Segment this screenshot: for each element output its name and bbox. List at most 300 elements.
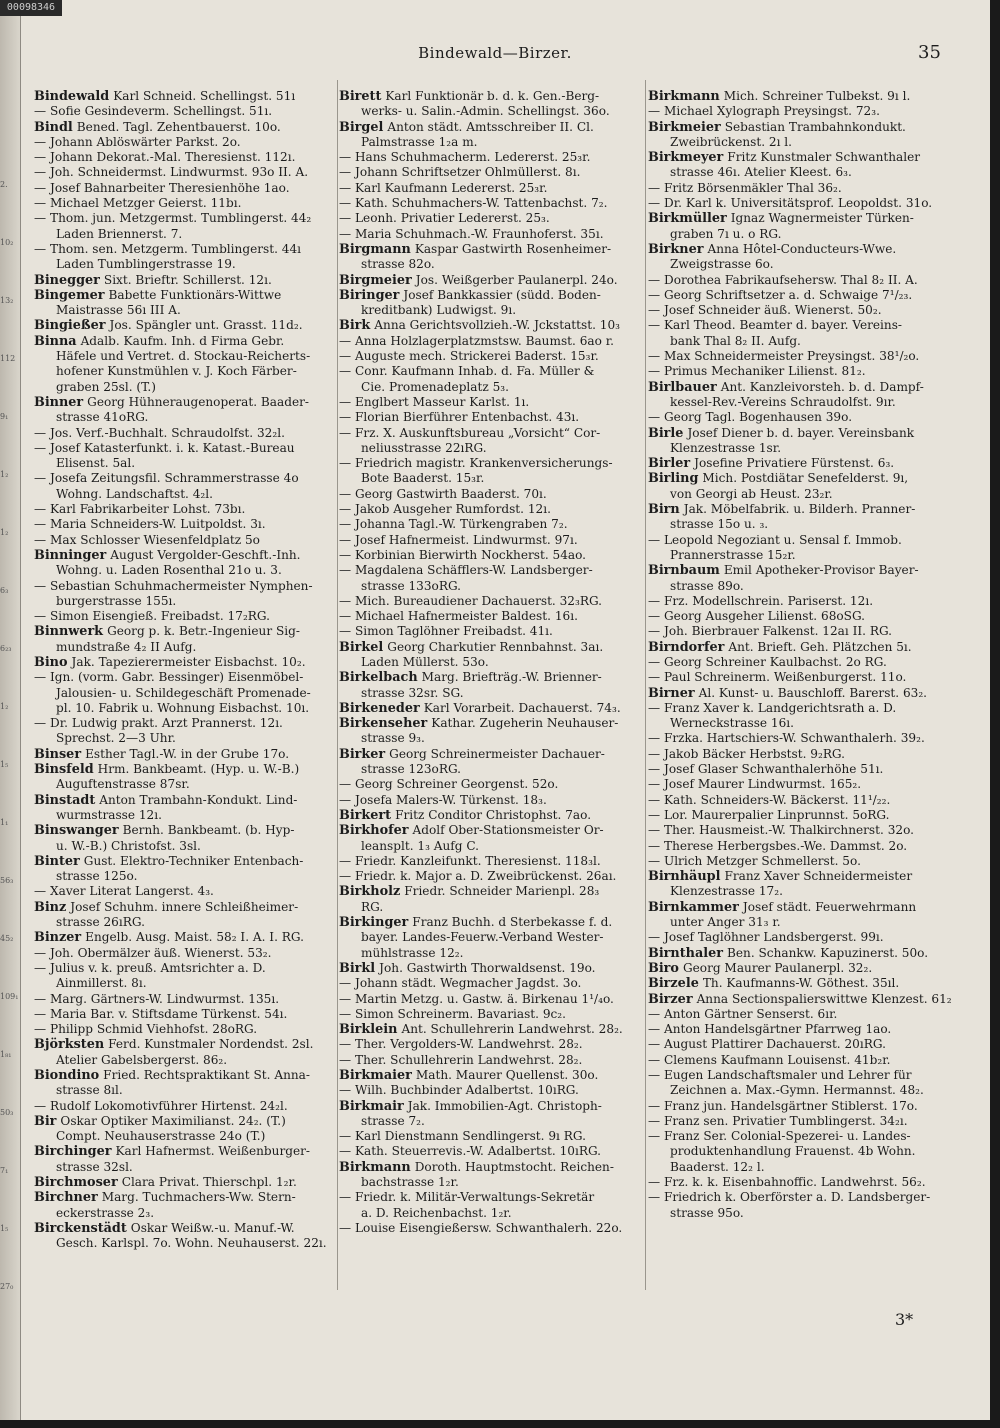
entry-text: kessel-Rev.-Vereins Schraudolfst. 9ır. xyxy=(670,394,896,409)
directory-entry xyxy=(648,349,960,364)
repeat-dash: — xyxy=(34,945,47,960)
directory-entry xyxy=(339,150,642,165)
entry-text: Jos. Verf.-Buchhalt. Schraudolfst. 32₂l. xyxy=(50,425,285,440)
directory-entry xyxy=(648,120,960,151)
directory-entry xyxy=(648,731,960,746)
edge-fragment: 45₂ xyxy=(0,934,14,943)
entry-surname: Birkinger xyxy=(339,915,409,931)
repeat-dash: — xyxy=(339,991,352,1006)
directory-entry xyxy=(34,288,334,319)
directory-entry xyxy=(339,1053,642,1068)
entry-text: Engelb. Ausg. Maist. 58₂ I. A. I. RG. xyxy=(85,930,304,945)
directory-entry xyxy=(648,747,960,762)
directory-entry xyxy=(339,1160,642,1191)
directory-entry xyxy=(34,1114,334,1145)
entry-surname: Birn xyxy=(648,502,680,518)
entry-text: Friedrich k. Oberförster a. D. Landsberger- xyxy=(664,1190,931,1205)
entry-text: Kaspar Gastwirth Rosenheimer- xyxy=(414,241,612,256)
directory-entry xyxy=(339,1099,642,1130)
repeat-dash: — xyxy=(648,838,661,853)
edge-fragment: 27₀ xyxy=(0,1282,14,1291)
entry-surname: Binzer xyxy=(34,930,82,946)
repeat-dash: — xyxy=(339,777,352,792)
entry-surname: Birkmeier xyxy=(648,119,721,135)
directory-entry xyxy=(34,624,334,655)
directory-entry xyxy=(34,242,334,273)
entry-text: Lor. Maurerpalier Linprunnst. 5oRG. xyxy=(664,807,890,822)
entry-text: Simon Taglöhner Freibadst. 41ı. xyxy=(355,624,553,639)
repeat-dash: — xyxy=(339,624,352,639)
entry-surname: Birkmann xyxy=(648,89,720,104)
repeat-dash: — xyxy=(339,1129,352,1144)
entry-text: strasse 125o. xyxy=(56,869,138,884)
entry-text: strasse 82o. xyxy=(361,257,435,272)
directory-entry xyxy=(34,609,334,624)
edge-fragment: 1₅ xyxy=(0,760,9,769)
entry-text: graben 7ı u. o RG. xyxy=(670,226,782,241)
repeat-dash: — xyxy=(648,792,661,807)
repeat-dash: — xyxy=(648,731,661,746)
entry-text: strasse 8ıl. xyxy=(56,1083,123,1098)
directory-entry xyxy=(339,992,642,1007)
entry-text: Sprechst. 2—3 Uhr. xyxy=(56,731,176,746)
entry-surname: Birkenseher xyxy=(339,716,428,732)
entry-surname: Birkel xyxy=(339,639,384,655)
repeat-dash: — xyxy=(648,1052,661,1067)
directory-entry xyxy=(34,196,334,211)
entry-surname: Binna xyxy=(34,333,77,349)
entry-text: Laden Tumblingerstrasse 19. xyxy=(56,257,236,272)
directory-entry xyxy=(34,135,334,150)
edge-fragment: 109₁ xyxy=(0,992,19,1001)
entry-surname: Binsfeld xyxy=(34,762,94,778)
repeat-dash: — xyxy=(339,1144,352,1159)
entry-text: Georg Maurer Paulanerpl. 32₂. xyxy=(682,960,873,975)
entry-text: Math. Maurer Quellenst. 30o. xyxy=(415,1068,599,1082)
entry-text: Paul Schreinerm. Weißenburgerst. 11o. xyxy=(664,670,907,685)
repeat-dash: — xyxy=(34,104,47,119)
repeat-dash: — xyxy=(339,532,352,547)
directory-entry xyxy=(648,1190,960,1221)
entry-text: Georg Schreiner Georgenst. 52o. xyxy=(355,777,559,792)
directory-entry xyxy=(648,380,960,411)
directory-entry xyxy=(648,609,960,624)
entry-text: Dorothea Fabrikaufsehersw. Thal 8₂ II. A. xyxy=(664,272,918,287)
repeat-dash: — xyxy=(648,670,661,685)
entry-text: Sofie Gesindeverm. Schellingst. 51ı. xyxy=(50,104,273,119)
directory-entry xyxy=(34,211,334,242)
repeat-dash: — xyxy=(339,593,352,608)
entry-text: Franz Xaver Schneidermeister xyxy=(724,869,913,884)
entry-surname: Birkmaier xyxy=(339,1068,412,1083)
entry-text: Friedrich magistr. Krankenversicherungs- xyxy=(355,456,613,471)
entry-text: Florian Bierführer Entenbachst. 43ı. xyxy=(355,410,580,425)
directory-entry xyxy=(339,533,642,548)
entry-text: August Plattirer Dachauerst. 20ıRG. xyxy=(664,1037,886,1052)
entry-surname: Birkhofer xyxy=(339,823,409,839)
entry-text: Klenzestrasse 17₂. xyxy=(670,884,783,899)
entry-text: Mich. Postdiätar Senefelderst. 9ı, xyxy=(702,471,909,486)
repeat-dash: — xyxy=(339,1052,352,1067)
entry-text: Doroth. Hauptmstocht. Reichen- xyxy=(414,1159,614,1174)
entry-text: Georg Schreinermeister Dachauer- xyxy=(389,746,605,761)
entry-text: Georg Gastwirth Baaderst. 70ı. xyxy=(355,486,547,501)
entry-text: Sixt. Brieftr. Schillerst. 12ı. xyxy=(103,272,272,287)
repeat-dash: — xyxy=(339,853,352,868)
directory-entry xyxy=(339,609,642,624)
directory-entry xyxy=(339,1190,642,1221)
directory-entry xyxy=(339,334,642,349)
repeat-dash: — xyxy=(339,517,352,532)
repeat-dash: — xyxy=(339,196,352,211)
directory-entry xyxy=(648,762,960,777)
directory-entry xyxy=(648,808,960,823)
entry-text: Zweigstrasse 6o. xyxy=(670,257,774,272)
repeat-dash: — xyxy=(648,930,661,945)
entry-surname: Binstadt xyxy=(34,792,96,808)
directory-entry xyxy=(34,273,334,288)
directory-entry xyxy=(339,869,642,884)
repeat-dash: — xyxy=(34,960,47,975)
entry-text: Johann Dekorat.-Mal. Theresienst. 112ı. xyxy=(50,150,296,165)
directory-entry xyxy=(34,426,334,441)
edge-fragment: 1₂ xyxy=(0,702,9,711)
directory-entry xyxy=(648,869,960,900)
entry-text: Johann Schriftsetzer Ohlmüllerst. 8ı. xyxy=(355,165,581,180)
entry-surname: Bir xyxy=(34,1113,57,1129)
directory-entry xyxy=(648,1053,960,1068)
directory-entry xyxy=(339,349,642,364)
repeat-dash: — xyxy=(648,593,661,608)
entry-text: Michael Metzger Geierst. 11bı. xyxy=(50,196,242,211)
repeat-dash: — xyxy=(648,746,661,761)
entry-surname: Biringer xyxy=(339,287,400,303)
entry-surname: Binegger xyxy=(34,272,100,288)
entry-text: Anton Gärtner Senserst. 6ır. xyxy=(664,1006,838,1021)
repeat-dash: — xyxy=(339,486,352,501)
directory-entry xyxy=(648,594,960,609)
entry-text: Jalousien- u. Schildegeschäft Promenade- xyxy=(56,685,311,700)
entry-text: Georg Tagl. Bogenhausen 39o. xyxy=(664,410,853,425)
directory-entry xyxy=(34,793,334,824)
directory-entry xyxy=(648,196,960,211)
entry-surname: Binninger xyxy=(34,547,107,563)
directory-entry xyxy=(339,120,642,151)
entry-text: Frz. k. k. Eisenbahnoffic. Landwehrst. 56₂. xyxy=(664,1175,926,1190)
signature-mark: 3* xyxy=(895,1310,914,1329)
entry-text: Josef Diener b. d. bayer. Vereinsbank xyxy=(687,425,915,440)
repeat-dash: — xyxy=(339,1220,352,1235)
entry-text: Werneckstrasse 16ı. xyxy=(670,716,795,731)
directory-entry xyxy=(34,1007,334,1022)
repeat-dash: — xyxy=(339,180,352,195)
directory-entry xyxy=(648,364,960,379)
entry-text: Mich. Bureaudiener Dachauerst. 32₃RG. xyxy=(355,593,603,608)
entry-text: Laden Briennerst. 7. xyxy=(56,226,183,241)
repeat-dash: — xyxy=(34,991,47,1006)
directory-entry xyxy=(339,181,642,196)
repeat-dash: — xyxy=(648,762,661,777)
directory-column-1 xyxy=(34,89,334,1309)
entry-text: Prannerstrasse 15₂r. xyxy=(670,547,796,562)
repeat-dash: — xyxy=(648,609,661,624)
column-rule xyxy=(645,80,646,1290)
entry-text: Thom. sen. Metzgerm. Tumblingerst. 44ı xyxy=(50,241,302,256)
repeat-dash: — xyxy=(34,211,47,226)
entry-text: Mich. Schreiner Tulbekst. 9ı l. xyxy=(723,89,911,103)
directory-entry xyxy=(648,930,960,945)
entry-text: strasse 95o. xyxy=(670,1205,744,1220)
directory-entry xyxy=(648,410,960,425)
repeat-dash: — xyxy=(339,609,352,624)
repeat-dash: — xyxy=(34,517,47,532)
edge-fragment: 10₂ xyxy=(0,238,14,247)
directory-entry xyxy=(648,624,960,639)
directory-entry xyxy=(339,1083,642,1098)
entry-text: strasse 7₂. xyxy=(361,1113,425,1128)
entry-surname: Binswanger xyxy=(34,823,119,839)
entry-text: Oskar Weißw.-u. Manuf.-W. xyxy=(130,1220,295,1235)
directory-entry xyxy=(339,670,642,701)
directory-entry xyxy=(339,548,642,563)
directory-entry xyxy=(34,441,334,472)
directory-entry xyxy=(339,640,642,671)
directory-entry xyxy=(648,303,960,318)
directory-entry xyxy=(339,1221,642,1236)
repeat-dash: — xyxy=(339,456,352,471)
entry-surname: Birkmüller xyxy=(648,211,727,227)
directory-entry xyxy=(648,686,960,701)
repeat-dash: — xyxy=(648,823,661,838)
directory-entry xyxy=(648,1007,960,1022)
directory-entry xyxy=(648,533,960,564)
entry-text: strasse 15o u. ₃. xyxy=(670,517,769,532)
repeat-dash: — xyxy=(34,502,47,517)
entry-surname: Birchinger xyxy=(34,1144,112,1160)
entry-text: Ther. Vergolders-W. Landwehrst. 28₂. xyxy=(355,1037,583,1052)
entry-text: Karl Schneid. Schellingst. 51ı xyxy=(113,89,296,103)
previous-page-edge xyxy=(0,0,21,1420)
entry-text: Clemens Kaufmann Louisenst. 41b₂r. xyxy=(664,1052,891,1067)
entry-text: Max Schlosser Wiesenfeldplatz 5o xyxy=(50,532,260,547)
repeat-dash: — xyxy=(648,624,661,639)
entry-text: produktenhandlung Frauenst. 4b Wohn. xyxy=(670,1144,916,1159)
entry-text: Josef Maurer Lindwurmst. 165₂. xyxy=(664,777,862,792)
entry-text: Marg. Gärtners-W. Lindwurmst. 135ı. xyxy=(50,991,280,1006)
entry-text: Fried. Rechtspraktikant St. Anna- xyxy=(103,1068,310,1082)
directory-entry xyxy=(648,89,960,104)
repeat-dash: — xyxy=(34,884,47,899)
repeat-dash: — xyxy=(34,134,47,149)
repeat-dash: — xyxy=(34,670,47,685)
repeat-dash: — xyxy=(648,303,661,318)
entry-text: Josef Schuhm. innere Schleißheimer- xyxy=(70,899,299,914)
entry-text: Korbinian Bierwirth Nockherst. 54ao. xyxy=(355,547,587,562)
repeat-dash: — xyxy=(34,532,47,547)
entry-text: bank Thal 8₂ II. Aufg. xyxy=(670,333,801,348)
directory-entry xyxy=(648,961,960,976)
entry-text: Louise Eisengießersw. Schwanthalerh. 22o. xyxy=(355,1220,623,1235)
directory-entry xyxy=(339,1144,642,1159)
directory-entry xyxy=(34,318,334,333)
entry-text: Atelier Gabelsbergerst. 86₂. xyxy=(56,1052,228,1067)
entry-surname: Binz xyxy=(34,899,67,915)
entry-text: Fritz Conditor Christophst. 7ao. xyxy=(395,807,592,822)
repeat-dash: — xyxy=(339,364,352,379)
repeat-dash: — xyxy=(648,364,661,379)
entry-surname: Binter xyxy=(34,853,80,869)
entry-text: Compt. Neuhauserstrasse 24o (T.) xyxy=(56,1129,266,1144)
directory-entry xyxy=(339,318,642,333)
repeat-dash: — xyxy=(339,1037,352,1052)
entry-text: Josef Bankkassier (südd. Boden- xyxy=(403,287,601,302)
edge-fragment: 1₅ xyxy=(0,1224,9,1233)
directory-entry xyxy=(648,793,960,808)
directory-entry xyxy=(34,471,334,502)
repeat-dash: — xyxy=(34,716,47,731)
directory-entry xyxy=(648,701,960,732)
repeat-dash: — xyxy=(648,777,661,792)
entry-text: Ant. Brieft. Geh. Plätzchen 5ı. xyxy=(728,639,912,654)
entry-text: Frz. Modellschrein. Pariserst. 12ı. xyxy=(664,593,874,608)
entry-text: Georg Charkutier Rennbahnst. 3aı. xyxy=(387,639,604,654)
entry-text: strasse 133oRG. xyxy=(361,578,462,593)
repeat-dash: — xyxy=(34,1098,47,1113)
page-number: 35 xyxy=(918,42,941,63)
entry-text: bachstrasse 1₂r. xyxy=(361,1175,459,1190)
entry-text: Anton Handelsgärtner Pfarrweg 1ao. xyxy=(664,1022,892,1037)
entry-text: Adalb. Kaufm. Inh. d Firma Gebr. xyxy=(80,333,285,348)
repeat-dash: — xyxy=(648,1022,661,1037)
entry-surname: Birner xyxy=(648,685,695,701)
directory-entry xyxy=(648,854,960,869)
entry-text: Joh. Bierbrauer Falkenst. 12aı II. RG. xyxy=(664,624,893,639)
entry-text: Karl Theod. Beamter d. bayer. Vereins- xyxy=(664,318,903,333)
repeat-dash: — xyxy=(648,1068,661,1082)
directory-entry xyxy=(34,655,334,670)
entry-text: Anton städt. Amtsschreiber II. Cl. xyxy=(387,119,594,134)
directory-entry xyxy=(34,517,334,532)
entry-surname: Birkholz xyxy=(339,884,401,900)
entry-text: Anna Hôtel-Conducteurs-Wwe. xyxy=(707,241,897,256)
entry-text: strasse 9₃. xyxy=(361,731,425,746)
entry-text: Jos. Spängler unt. Grasst. 11d₂. xyxy=(109,318,303,333)
directory-entry xyxy=(34,150,334,165)
entry-surname: Birckenstädt xyxy=(34,1220,127,1236)
entry-text: Maria Bar. v. Stiftsdame Türkenst. 54ı. xyxy=(50,1006,288,1021)
repeat-dash: — xyxy=(339,547,352,562)
entry-surname: Birnkammer xyxy=(648,899,739,915)
entry-text: Wilh. Buchbinder Adalbertst. 10ıRG. xyxy=(355,1083,579,1098)
entry-surname: Bingießer xyxy=(34,318,106,334)
entry-text: Auguftenstrasse 87sr. xyxy=(56,777,190,792)
entry-surname: Birett xyxy=(339,89,382,104)
edge-fragment: 2. xyxy=(0,180,8,189)
directory-entry xyxy=(339,747,642,778)
repeat-dash: — xyxy=(34,196,47,211)
directory-entry xyxy=(34,548,334,579)
entry-text: strasse 26ıRG. xyxy=(56,915,145,930)
entry-surname: Birklein xyxy=(339,1022,398,1038)
edge-fragment: 6₃ xyxy=(0,586,9,595)
entry-text: Philipp Schmid Viehhofst. 28oRG. xyxy=(50,1022,258,1037)
repeat-dash: — xyxy=(339,165,352,180)
entry-text: Josef städt. Feuerwehrmann xyxy=(742,899,917,914)
entry-surname: Birchner xyxy=(34,1190,98,1206)
directory-entry xyxy=(34,884,334,899)
entry-text: neliusstrasse 22ıRG. xyxy=(361,440,487,455)
entry-text: Georg Hühneraugenoperat. Baader- xyxy=(87,394,309,409)
scan-id-label: 00098346 xyxy=(0,0,62,16)
repeat-dash: — xyxy=(648,700,661,715)
entry-text: unter Anger 31₃ r. xyxy=(670,915,781,930)
entry-text: Oskar Optiker Maximilianst. 24₂. (T.) xyxy=(60,1113,286,1128)
directory-entry xyxy=(648,1022,960,1037)
entry-text: Kath. Steuerrevis.-W. Adalbertst. 10ıRG. xyxy=(355,1144,602,1159)
directory-entry xyxy=(648,181,960,196)
directory-entry xyxy=(34,747,334,762)
entry-text: Bened. Tagl. Zehentbauerst. 10o. xyxy=(76,119,281,134)
entry-text: Conr. Kaufmann Inhab. d. Fa. Müller & xyxy=(355,364,595,379)
entry-text: Ant. Schullehrerin Landwehrst. 28₂. xyxy=(401,1022,623,1037)
repeat-dash: — xyxy=(339,394,352,409)
repeat-dash: — xyxy=(339,349,352,364)
directory-entry xyxy=(34,1144,334,1175)
entry-surname: Birkeneder xyxy=(339,700,420,716)
entry-text: Josef Schneider äuß. Wienerst. 50₂. xyxy=(664,303,882,318)
entry-text: Ben. Schankw. Kapuzinerst. 50o. xyxy=(726,945,929,960)
directory-entry xyxy=(339,487,642,502)
directory-entry xyxy=(339,242,642,273)
entry-surname: Birzer xyxy=(648,991,693,1007)
entry-surname: Birnbaum xyxy=(648,563,720,579)
entry-text: Ant. Kanzleivorsteh. b. d. Dampf- xyxy=(720,379,924,394)
repeat-dash: — xyxy=(648,1129,661,1144)
entry-surname: Bindewald xyxy=(34,89,110,104)
entry-surname: Birchmoser xyxy=(34,1175,118,1191)
repeat-dash: — xyxy=(339,792,352,807)
entry-text: Georg Schreiner Kaulbachst. 2o RG. xyxy=(664,654,887,669)
directory-entry xyxy=(34,716,334,747)
entry-text: hofener Kunstmühlen v. J. Koch Färber- xyxy=(56,364,297,379)
directory-entry xyxy=(648,318,960,349)
entry-text: Franz Ser. Colonial-Spezerei- u. Landes- xyxy=(664,1129,911,1144)
directory-entry xyxy=(34,854,334,885)
entry-text: Friedr. Schneider Marienpl. 28₃ xyxy=(404,884,600,899)
directory-entry xyxy=(34,930,334,945)
directory-entry xyxy=(648,211,960,242)
repeat-dash: — xyxy=(34,425,47,440)
entry-text: Rudolf Lokomotivführer Hirtenst. 24₂l. xyxy=(50,1098,288,1113)
entry-text: eckerstrasse 2₃. xyxy=(56,1205,155,1220)
entry-text: Fritz Kunstmaler Schwanthaler xyxy=(727,150,921,165)
entry-surname: Birlbauer xyxy=(648,379,717,395)
repeat-dash: — xyxy=(339,150,352,165)
directory-entry xyxy=(339,854,642,869)
entry-text: Karl Funktionär b. d. k. Gen.-Berg- xyxy=(385,89,600,103)
repeat-dash: — xyxy=(648,349,661,364)
directory-entry xyxy=(339,227,642,242)
directory-entry xyxy=(339,808,642,823)
directory-entry xyxy=(34,900,334,931)
entry-surname: Birkmann xyxy=(339,1159,411,1175)
entry-text: Maistrasse 56ı III A. xyxy=(56,303,181,318)
entry-text: Zeichnen a. Max.-Gymn. Hermannst. 48₂. xyxy=(670,1083,924,1098)
entry-surname: Bino xyxy=(34,654,68,670)
directory-entry xyxy=(339,1129,642,1144)
entry-surname: Birkmair xyxy=(339,1098,404,1114)
entry-surname: Biro xyxy=(648,960,679,976)
